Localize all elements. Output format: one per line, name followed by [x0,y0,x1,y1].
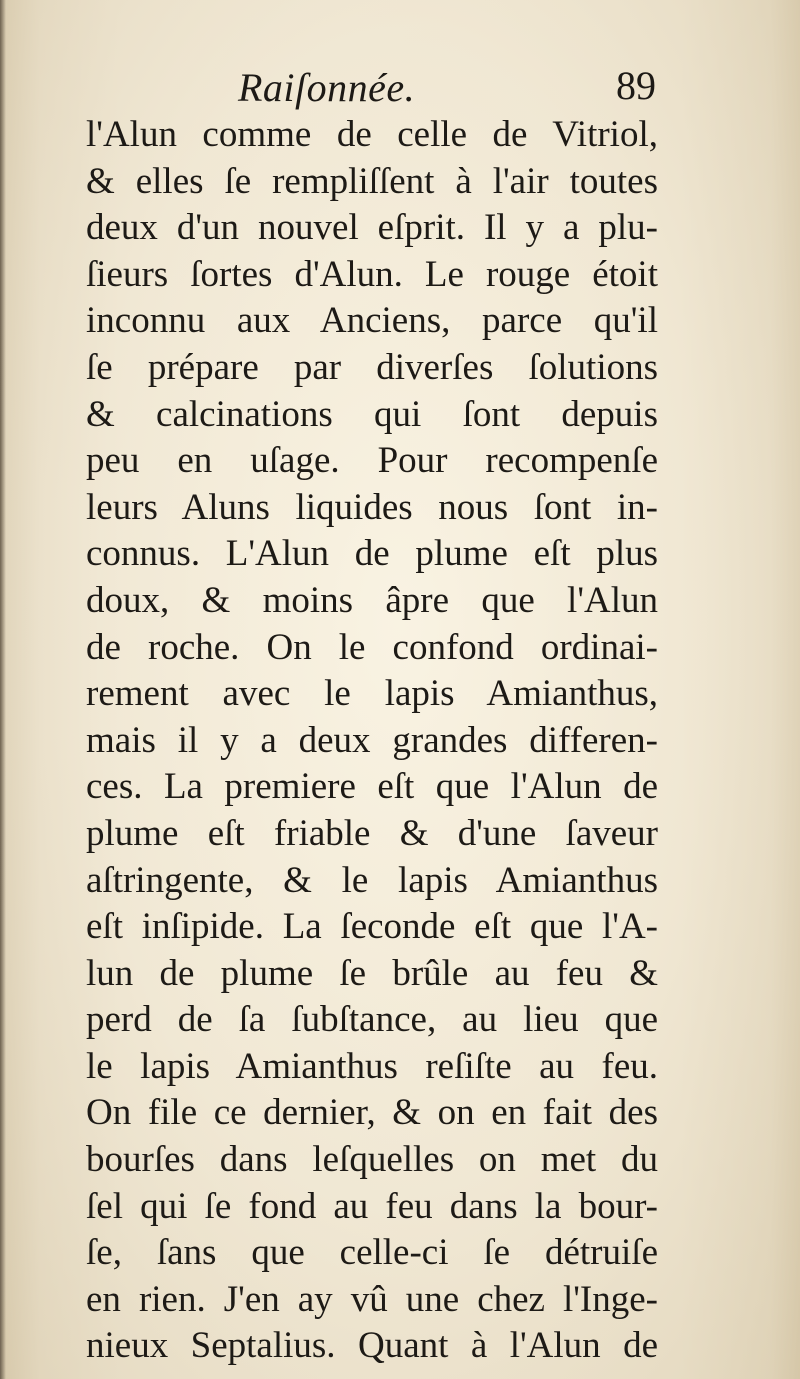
text-line: ſieurs ſortes d'Alun. Le rouge étoit [86,253,658,295]
text-line: eſt inſipide. La ſeconde eſt que l'A- [86,906,658,948]
text-line: de roche. On le confond ordinai- [86,626,658,668]
text-line: peu en uſage. Pour recompenſe [86,440,658,482]
body-text [86,112,658,1370]
page-number: 89 [616,63,656,108]
running-title: Raiſonnée. [238,65,416,110]
text-line: l'Alun comme de celle de Vitriol, [86,114,658,155]
text-line: rement avec le lapis Amianthus, [86,673,658,715]
text-line: nieux Septalius. Quant à l'Alun de [86,1325,658,1367]
text-line: ſe prépare par diverſes ſolutions [86,346,658,388]
text-line: connus. L'Alun de plume eſt plus [86,533,658,575]
text-line: inconnu aux Anciens, parce qu'il [86,300,658,342]
text-line: lun de plume ſe brûle au feu & [86,952,658,994]
text-line: & calcinations qui ſont depuis [86,393,658,435]
text-line: & elles ſe rempliſſent à l'air toutes [86,160,658,202]
text-line: le lapis Amianthus reſiſte au feu. [86,1045,658,1087]
text-line: leurs Aluns liquides nous ſont in- [86,486,658,528]
page-gutter-shadow [0,0,6,1379]
text-line: bourſes dans leſquelles on met du [86,1139,658,1181]
text-line: en rien. J'en ay vû une chez l'Inge- [86,1278,658,1320]
text-line: ſel qui ſe fond au feu dans la bour- [86,1185,658,1227]
text-line: deux d'un nouvel eſprit. Il y a plu- [86,207,658,249]
text-line: aſtringente, & le lapis Amianthus [86,859,658,901]
page-header [88,60,658,116]
text-line: mais il y a deux grandes differen- [86,719,658,761]
text-line: perd de ſa ſubſtance, au lieu que [86,999,658,1041]
text-line: ſe, ſans que celle-ci ſe détruiſe [86,1232,658,1274]
text-line: doux, & moins âpre que l'Alun [86,579,658,621]
text-line: ces. La premiere eſt que l'Alun de [86,766,658,808]
text-line: On file ce dernier, & on en fait des [86,1092,658,1134]
text-line: plume eſt friable & d'une ſaveur [86,812,658,854]
